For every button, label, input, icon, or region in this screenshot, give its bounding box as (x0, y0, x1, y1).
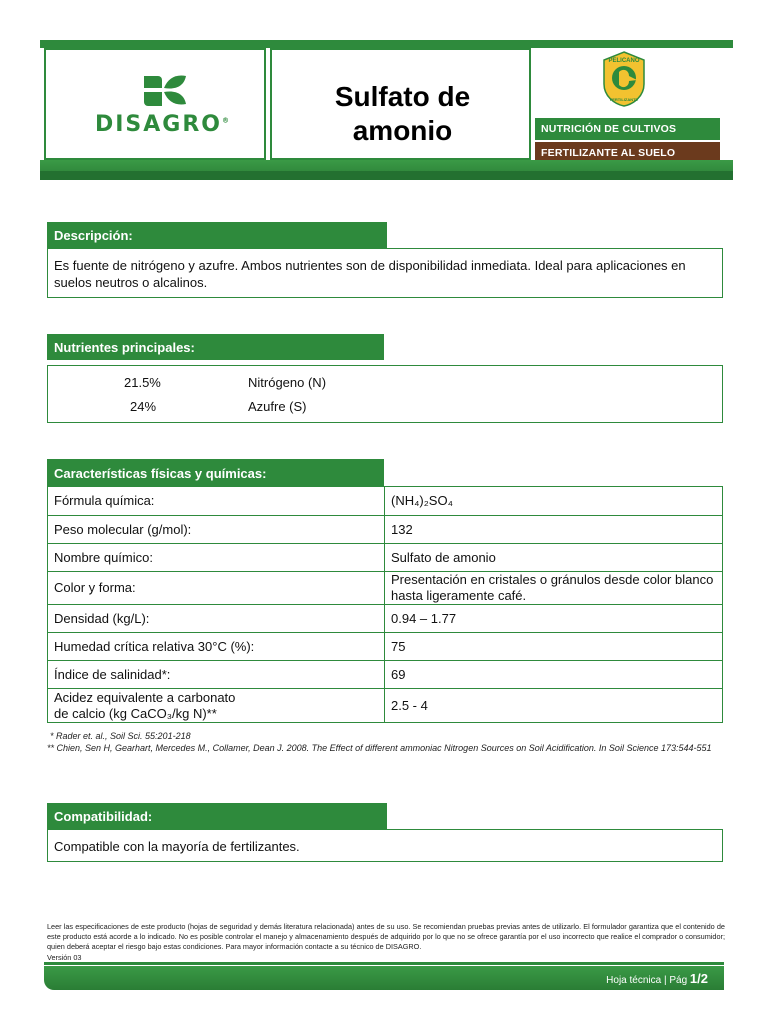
property-value: 132 (385, 516, 723, 544)
property-key (48, 689, 385, 723)
pelicano-badge-icon (599, 50, 649, 108)
product-title-line1: Sulfato de (334, 81, 471, 112)
disagro-logo (72, 72, 252, 142)
table-row (48, 487, 723, 516)
brand-logo-box (44, 48, 266, 160)
product-title-line2: amonio (352, 115, 453, 146)
property-key: Peso molecular (g/mol): (48, 516, 385, 544)
nutrient-value-n: 21.5% (124, 375, 161, 390)
footer-label: Hoja técnica | Pág (606, 975, 688, 986)
description-heading: Descripción: (47, 222, 387, 248)
category-box (535, 48, 724, 160)
property-value: 2.5 - 4 (385, 689, 723, 723)
nutrient-name-s: Azufre (S) (248, 399, 307, 414)
table-row (48, 544, 723, 572)
badge-top-text: PELICANO (608, 58, 640, 64)
leaves-icon (72, 72, 252, 112)
property-value: 75 (385, 633, 723, 661)
property-key: Nombre químico: (48, 544, 385, 572)
product-title (272, 80, 533, 148)
product-title-box (270, 48, 531, 160)
property-key: Humedad crítica relativa 30°C (%): (48, 633, 385, 661)
version-label: Versión 03 (47, 953, 82, 962)
property-key-line1: Acidez equivalente a carbonato (54, 689, 236, 705)
table-row (48, 689, 723, 723)
table-row (48, 516, 723, 544)
footnote-2: ** Chien, Sen H, Gearhart, Mercedes M., Collamer, Dean J. 2008. The Effect of different ammoniac Nitrogen Sources on Soil Acidification. In Soil Science 173:544-551 (47, 743, 712, 753)
property-value: 0.94 – 1.77 (385, 605, 723, 633)
properties-table (47, 486, 723, 723)
property-value: Presentación en cristales o gránulos desde color blanco hasta ligeramente café. (385, 572, 723, 605)
nutrient-value-s: 24% (130, 399, 157, 414)
property-value: 69 (385, 661, 723, 689)
category-tag-nutrition: NUTRICIÓN DE CULTIVOS (535, 118, 720, 140)
compatibility-box (47, 829, 723, 862)
table-row (48, 572, 723, 605)
property-key: Color y forma: (48, 572, 385, 605)
page-number: 1/2 (689, 971, 708, 986)
properties-heading: Características físicas y químicas: (47, 459, 384, 487)
description-text: Es fuente de nitrógeno y azufre. Ambos nutrientes son de disponibilidad inmediata. Ideal para aplicaciones en suelos neutros o alcalinos. (54, 258, 686, 290)
header-band-shadow (40, 171, 733, 180)
page-indicator (606, 971, 708, 986)
table-row (48, 633, 723, 661)
document-header (40, 40, 733, 180)
property-key: Índice de salinidad*: (48, 661, 385, 689)
legal-disclaimer: Leer las especificaciones de este producto (hojas de seguridad y demás literatura relacionada) antes de su uso. Se recomiendan pruebas previas antes de utilizarlo. El formulador garantiza que el contenido de este producto está acorde a lo indicado. No es posible controlar el manejo y almacenamiento después de adquirido por lo que no se ofrece garantía por el uso incorrecto que realice el comprador o consumidor; quien deberá aceptar el riesgo bajo estas condiciones. Para mayor información contacte a su técnico de DISAGRO. (47, 922, 725, 951)
compatibility-heading: Compatibilidad: (47, 803, 387, 829)
table-row (48, 661, 723, 689)
description-box (47, 248, 723, 298)
compatibility-text: Compatible con la mayoría de fertilizantes. (54, 839, 300, 854)
footer-rule (44, 962, 724, 965)
table-row (48, 605, 723, 633)
footer-bar (44, 962, 724, 990)
property-value: (NH₄)₂SO₄ (385, 487, 723, 516)
nutrients-heading: Nutrientes principales: (47, 334, 384, 360)
footnote-1: * Rader et. al., Soil Sci. 55:201-218 (50, 731, 191, 741)
nutrient-name-n: Nitrógeno (N) (248, 375, 327, 390)
property-key-line2: de calcio (kg CaCO₃/kg N)** (54, 705, 217, 721)
property-key: Fórmula química: (48, 487, 385, 516)
badge-bottom-text: FERTILIZANTE (609, 97, 639, 102)
property-key: Densidad (kg/L): (48, 605, 385, 633)
property-value: Sulfato de amonio (385, 544, 723, 572)
header-top-rule (40, 40, 733, 48)
category-tag-soil: FERTILIZANTE AL SUELO (535, 142, 720, 164)
brand-name: DISAGRO® (94, 112, 230, 137)
nutrients-box (47, 365, 723, 423)
